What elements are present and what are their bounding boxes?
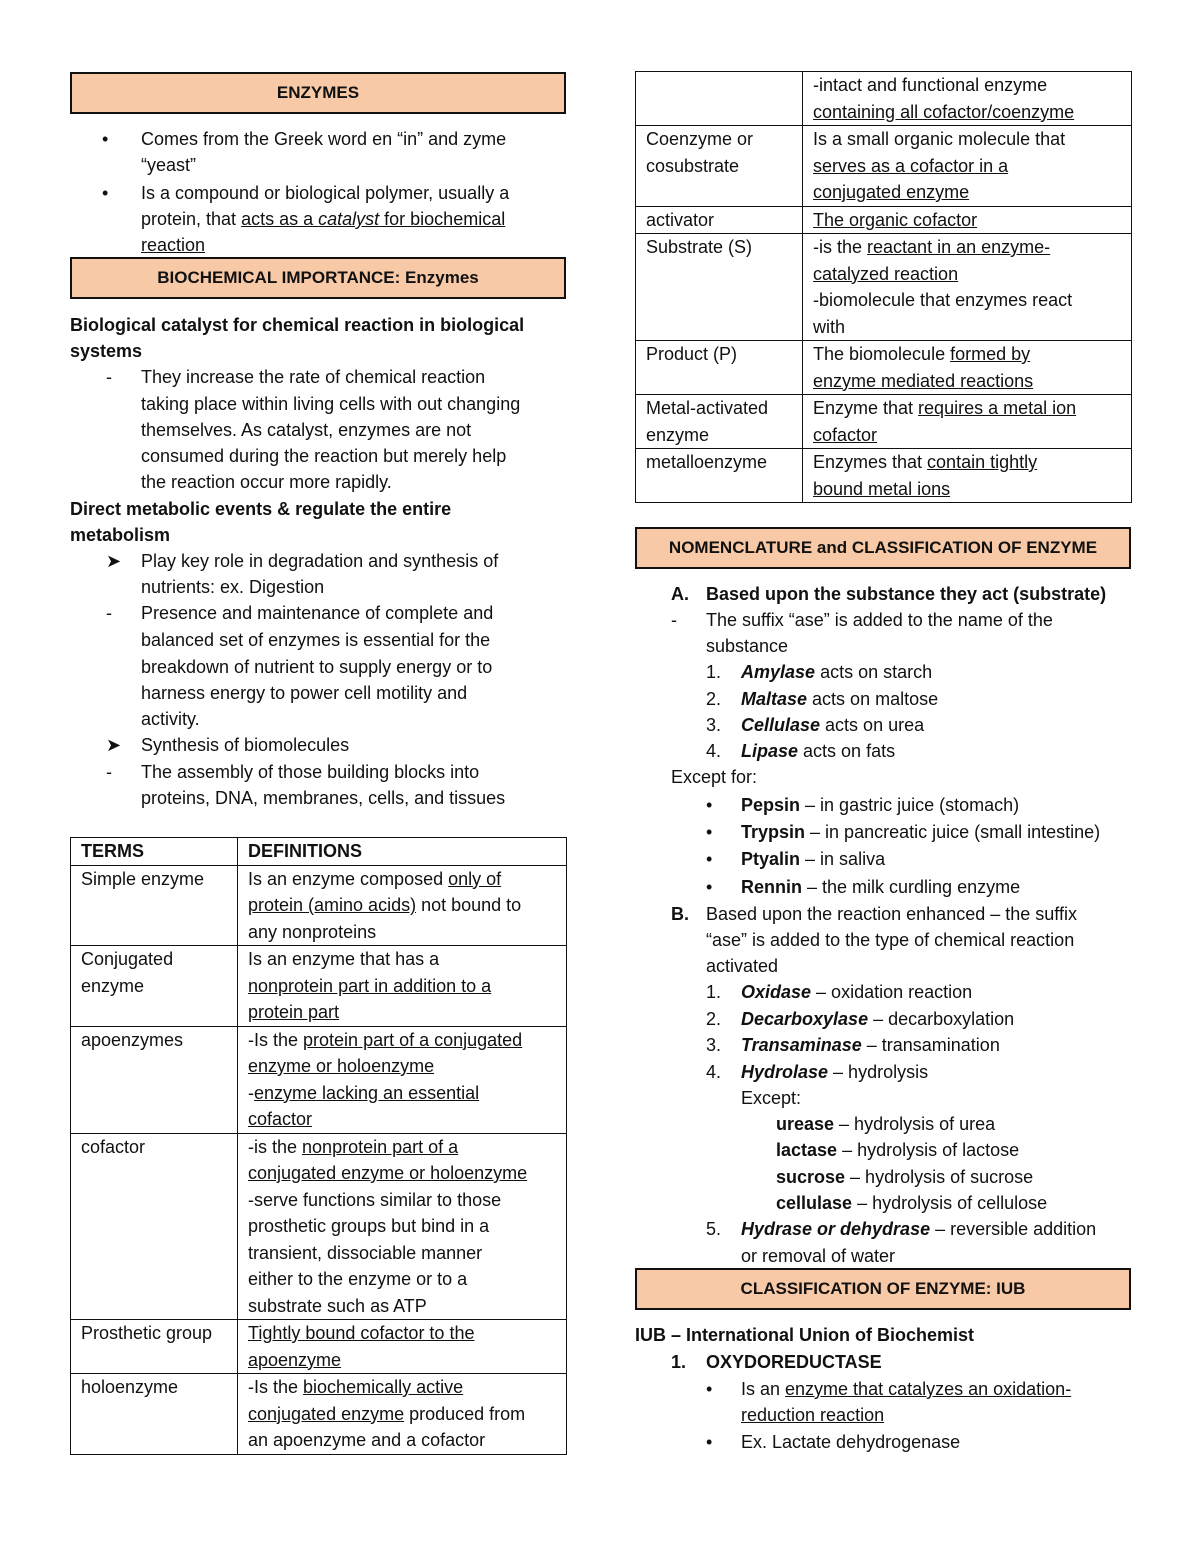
text-line: an apoenzyme and a cofactor [248, 1430, 486, 1450]
list-item [741, 792, 1019, 818]
table-row [636, 206, 1132, 234]
table-row [636, 449, 1132, 503]
term-cell: Simple enzyme [71, 865, 238, 946]
text-line: Coenzyme or [646, 129, 754, 149]
bullet-icon: • [706, 1432, 713, 1452]
enzyme-name: Amylase [741, 662, 816, 682]
terms-table-continued [635, 71, 1132, 503]
enzyme-name: Decarboxylase [741, 1009, 869, 1029]
underlined-span: requires a metal ion [918, 398, 1077, 418]
text-line: reaction [141, 235, 206, 255]
text-line: The suffix “ase” is added to the name of the [706, 610, 1053, 630]
list-number: 4. [706, 741, 722, 761]
text-span: acts on urea [820, 715, 925, 735]
list-item [741, 874, 1020, 900]
text-line: with [813, 316, 846, 337]
list-label: A. [671, 584, 689, 604]
text-span: - [248, 1082, 254, 1103]
list-item [776, 1190, 1047, 1216]
dash-icon: - [106, 603, 112, 623]
table-header: DEFINITIONS [238, 838, 567, 866]
text-span: – hydrolysis of sucrose [845, 1167, 1034, 1187]
table-row [71, 1133, 567, 1320]
enzyme-name: Trypsin [741, 822, 806, 842]
list-number: 1. [706, 982, 722, 1002]
underlined-span: only of [448, 868, 502, 889]
catalyst-heading: systems [70, 341, 143, 361]
text-line: cofactor [248, 1109, 313, 1129]
enzyme-name: Transaminase [741, 1035, 862, 1055]
definition-cell [803, 72, 1132, 126]
table-row [636, 72, 1132, 126]
text-line: They increase the rate of chemical reaction [141, 367, 486, 387]
text-line: consumed during the reaction but merely help [141, 446, 507, 466]
definition-cell [803, 206, 1132, 234]
enzyme-name: Lipase [741, 741, 799, 761]
text-span: – the milk curdling enzyme [802, 877, 1021, 897]
list-item [741, 1376, 1071, 1402]
term-cell [636, 72, 803, 126]
text-span: Enzymes that [813, 452, 928, 472]
term-cell [636, 126, 803, 207]
list-item: Ex. Lactate dehydrogenase [741, 1432, 961, 1452]
enzyme-name: Hydrase or dehydrase [741, 1219, 931, 1239]
text-line: the reaction occur more rapidly. [141, 472, 392, 492]
dash-icon: - [106, 367, 112, 387]
class-heading: OXYDOREDUCTASE [706, 1352, 882, 1372]
text-line: apoenzyme [248, 1349, 342, 1370]
term-cell: metalloenzyme [636, 449, 803, 503]
table-row [71, 865, 567, 946]
nomenclature-banner: NOMENCLATURE and CLASSIFICATION OF ENZYME [635, 527, 1131, 569]
list-number: 4. [706, 1062, 722, 1082]
enzyme-name: Pepsin [741, 795, 801, 815]
enzyme-name: lactase [776, 1140, 838, 1160]
underlined-span: protein part of a conjugated [303, 1029, 523, 1050]
text-span: not bound to [416, 895, 522, 915]
text-line: or removal of water [741, 1246, 896, 1266]
text-line: Conjugated [81, 949, 174, 969]
list-number: 2. [706, 689, 722, 709]
underlined-span: reactant in an enzyme- [867, 237, 1051, 257]
text-line: activity. [141, 709, 200, 729]
definition-cell [238, 1320, 567, 1374]
underlined-span: biochemically active [303, 1377, 464, 1397]
list-number: 1. [706, 662, 722, 682]
text-line: containing all cofactor/coenzyme [813, 101, 1075, 122]
enzyme-name: Rennin [741, 877, 802, 897]
term-cell: holoenzyme [71, 1374, 238, 1455]
text-line: cofactor [813, 424, 878, 445]
table-header-row [71, 838, 567, 866]
text-line: themselves. As catalyst, enzymes are not [141, 420, 472, 440]
text-span: -Is the [248, 1377, 304, 1397]
table-row [71, 946, 567, 1027]
text-line: Is a small organic molecule that [813, 129, 1066, 149]
text-span: -Is the [248, 1029, 304, 1050]
metabolic-heading: metabolism [70, 525, 171, 545]
text-line: -intact and functional enzyme [813, 75, 1048, 95]
except-label: Except: [741, 1088, 802, 1108]
definition-cell [803, 126, 1132, 207]
text-line: enzyme [646, 424, 710, 445]
enzyme-name: Oxidase [741, 982, 812, 1002]
term-cell: Substrate (S) [636, 234, 803, 341]
text-line: any nonproteins [248, 921, 377, 942]
underlined-span: acts as a [241, 209, 319, 229]
enzyme-name: urease [776, 1114, 835, 1134]
bullet-icon: • [102, 183, 109, 203]
list-item [706, 659, 721, 685]
text-line: Metal-activated [646, 398, 769, 418]
definition-cell [803, 341, 1132, 395]
term-cell [636, 395, 803, 449]
text-span: – decarboxylation [868, 1009, 1015, 1029]
text-span: produced from [404, 1403, 526, 1424]
text-line: conjugated enzyme [813, 182, 970, 202]
list-number: 3. [706, 1035, 722, 1055]
definition-cell [238, 946, 567, 1027]
list-label: B. [671, 904, 689, 924]
text-line: nutrients: ex. Digestion [141, 577, 325, 597]
terms-table [70, 837, 567, 1455]
table-row [71, 1026, 567, 1133]
text-line: protein part [248, 1002, 340, 1022]
enzyme-name: sucrose [776, 1167, 846, 1187]
term-cell: cofactor [71, 1133, 238, 1320]
catalyst-heading: Biological catalyst for chemical reaction in biological [70, 315, 525, 335]
text-line: Play key role in degradation and synthesis of [141, 551, 499, 571]
text-line: proteins, DNA, membranes, cells, and tissues [141, 788, 506, 808]
underlined-span: nonprotein part of a [302, 1136, 459, 1157]
text-line: enzyme mediated reactions [813, 370, 1034, 391]
list-item [776, 1137, 1019, 1163]
except-for-label: Except for: [671, 767, 758, 787]
enzyme-name: Hydrolase [741, 1062, 829, 1082]
text-line: substrate such as ATP [248, 1295, 427, 1316]
list-item [741, 738, 895, 764]
text-line: activated [706, 956, 779, 976]
text-span: – oxidation reaction [811, 982, 973, 1002]
term-cell: Prosthetic group [71, 1320, 238, 1374]
text-line: bound metal ions [813, 478, 951, 499]
enzyme-name: Cellulase [741, 715, 821, 735]
list-item [741, 1006, 1014, 1032]
text-span: -is the [813, 237, 868, 257]
list-item [741, 1032, 1000, 1058]
text-span: The biomolecule [813, 344, 951, 364]
list-item [741, 846, 885, 872]
list-number: 5. [706, 1219, 722, 1239]
text-span: – in saliva [800, 849, 886, 869]
text-line: serves as a cofactor in a [813, 155, 1009, 176]
list-item [741, 712, 924, 738]
text-span: Enzyme that [813, 398, 919, 418]
text-line: reduction reaction [741, 1405, 885, 1425]
list-number: 2. [706, 1009, 722, 1029]
text-line: Tightly bound cofactor to the [248, 1323, 475, 1343]
bullet-icon: • [706, 795, 713, 815]
importance-banner: BIOCHEMICAL IMPORTANCE: Enzymes [70, 257, 566, 299]
text-line: either to the enzyme or to a [248, 1269, 468, 1289]
text-line: The assembly of those building blocks into [141, 762, 480, 782]
text-line: enzyme [81, 975, 145, 996]
definition-cell [238, 1374, 567, 1455]
table-header: TERMS [71, 838, 238, 866]
bullet-icon: • [706, 877, 713, 897]
text-span: -is the [248, 1136, 303, 1157]
list-item [741, 686, 938, 712]
text-span: – in gastric juice (stomach) [800, 795, 1020, 815]
text-span: – hydrolysis of urea [834, 1114, 996, 1134]
list-item [741, 979, 972, 1005]
enzyme-name: Maltase [741, 689, 808, 709]
text-line: Comes from the Greek word en “in” and zyme [141, 129, 507, 149]
bullet-icon: • [706, 822, 713, 842]
term-cell: apoenzymes [71, 1026, 238, 1133]
list-item [776, 1111, 995, 1137]
list-number: 3. [706, 715, 722, 735]
underlined-span: formed by [950, 344, 1031, 364]
text-span: Is an enzyme composed [248, 868, 449, 889]
text-line: prosthetic groups but bind in a [248, 1216, 490, 1236]
text-line: Presence and maintenance of complete and [141, 603, 494, 623]
list-item [741, 1216, 1096, 1242]
definition-cell [803, 395, 1132, 449]
section-heading: Based upon the substance they act (substrate) [706, 584, 1107, 604]
text-line: harness energy to power cell motility and [141, 683, 468, 703]
term-cell: activator [636, 206, 803, 234]
iub-definition: IUB – International Union of Biochemist [635, 1325, 975, 1345]
text-line: Is an enzyme that has a [248, 949, 440, 969]
dash-icon: - [671, 610, 677, 630]
text-span: acts on starch [815, 662, 933, 682]
text-span: – hydrolysis of cellulose [852, 1193, 1048, 1213]
bullet-icon: • [706, 1379, 713, 1399]
text-line: “ase” is added to the type of chemical reaction [706, 930, 1075, 950]
iub-banner: CLASSIFICATION OF ENZYME: IUB [635, 1268, 1131, 1310]
table-row [71, 1320, 567, 1374]
definition-cell [238, 1026, 567, 1133]
text-span: – hydrolysis of lactose [837, 1140, 1020, 1160]
list-item [741, 659, 932, 685]
text-line: “yeast” [141, 155, 197, 175]
text-line: taking place within living cells with out changing [141, 394, 521, 414]
text-line: Synthesis of biomolecules [141, 735, 350, 755]
definition-cell [238, 865, 567, 946]
underlined-span: enzyme lacking an essential [254, 1082, 480, 1103]
italic-span: catalyst [318, 209, 380, 229]
text-span: acts on fats [798, 741, 896, 761]
table-row [71, 1374, 567, 1455]
underlined-span: enzyme that catalyzes an oxidation- [785, 1379, 1072, 1399]
arrow-bullet-icon: ➤ [106, 551, 122, 571]
list-item [706, 738, 721, 764]
list-item [776, 1164, 1033, 1190]
list-item [741, 819, 1100, 845]
definition-cell [803, 449, 1132, 503]
text-span: – hydrolysis [828, 1062, 929, 1082]
text-line: conjugated enzyme or holoenzyme [248, 1163, 528, 1183]
text-span: – reversible addition [930, 1219, 1097, 1239]
term-cell [71, 946, 238, 1027]
metabolic-heading: Direct metabolic events & regulate the entire [70, 499, 452, 519]
definition-cell [238, 1133, 567, 1320]
list-item [741, 1059, 928, 1085]
bullet-icon: • [706, 849, 713, 869]
table-row [636, 126, 1132, 207]
table-row [636, 395, 1132, 449]
text-line: cosubstrate [646, 155, 740, 176]
enzyme-name: cellulase [776, 1193, 853, 1213]
text-line: Based upon the reaction enhanced – the suffix [706, 904, 1077, 924]
text-line [141, 206, 505, 232]
term-cell: Product (P) [636, 341, 803, 395]
bullet-icon: • [102, 129, 109, 149]
arrow-bullet-icon: ➤ [106, 735, 122, 755]
list-number: 1. [671, 1352, 687, 1372]
definition-cell [803, 234, 1132, 341]
text-line: -serve functions similar to those [248, 1189, 502, 1210]
enzymes-banner: ENZYMES [70, 72, 566, 114]
text-line: substance [706, 636, 789, 656]
text-line: Is a compound or biological polymer, usually a [141, 183, 510, 203]
text-span: Is an [741, 1379, 786, 1399]
text-line: catalyzed reaction [813, 263, 959, 284]
underlined-span: contain tightly [927, 452, 1038, 472]
dash-icon: - [106, 762, 112, 782]
list-item [706, 712, 721, 738]
underlined-span: conjugated enzyme [248, 1403, 405, 1424]
underlined-span: for biochemical [379, 209, 506, 229]
table-row [636, 341, 1132, 395]
text-line: enzyme or holoenzyme [248, 1056, 435, 1076]
table-row [636, 234, 1132, 341]
text-line: -biomolecule that enzymes react [813, 290, 1073, 310]
text-line: The organic cofactor [813, 209, 978, 230]
text-line: breakdown of nutrient to supply energy or to [141, 657, 493, 677]
enzyme-name: Ptyalin [741, 849, 801, 869]
list-item [706, 686, 721, 712]
underlined-span: protein (amino acids) [248, 895, 417, 915]
text-line: balanced set of enzymes is essential for the [141, 630, 491, 650]
text-span: protein, that [141, 209, 242, 229]
text-line: nonprotein part in addition to a [248, 975, 492, 996]
text-span: – in pancreatic juice (small intestine) [805, 822, 1101, 842]
text-line: transient, dissociable manner [248, 1242, 483, 1263]
text-span: acts on maltose [807, 689, 939, 709]
text-span: – transamination [861, 1035, 1000, 1055]
